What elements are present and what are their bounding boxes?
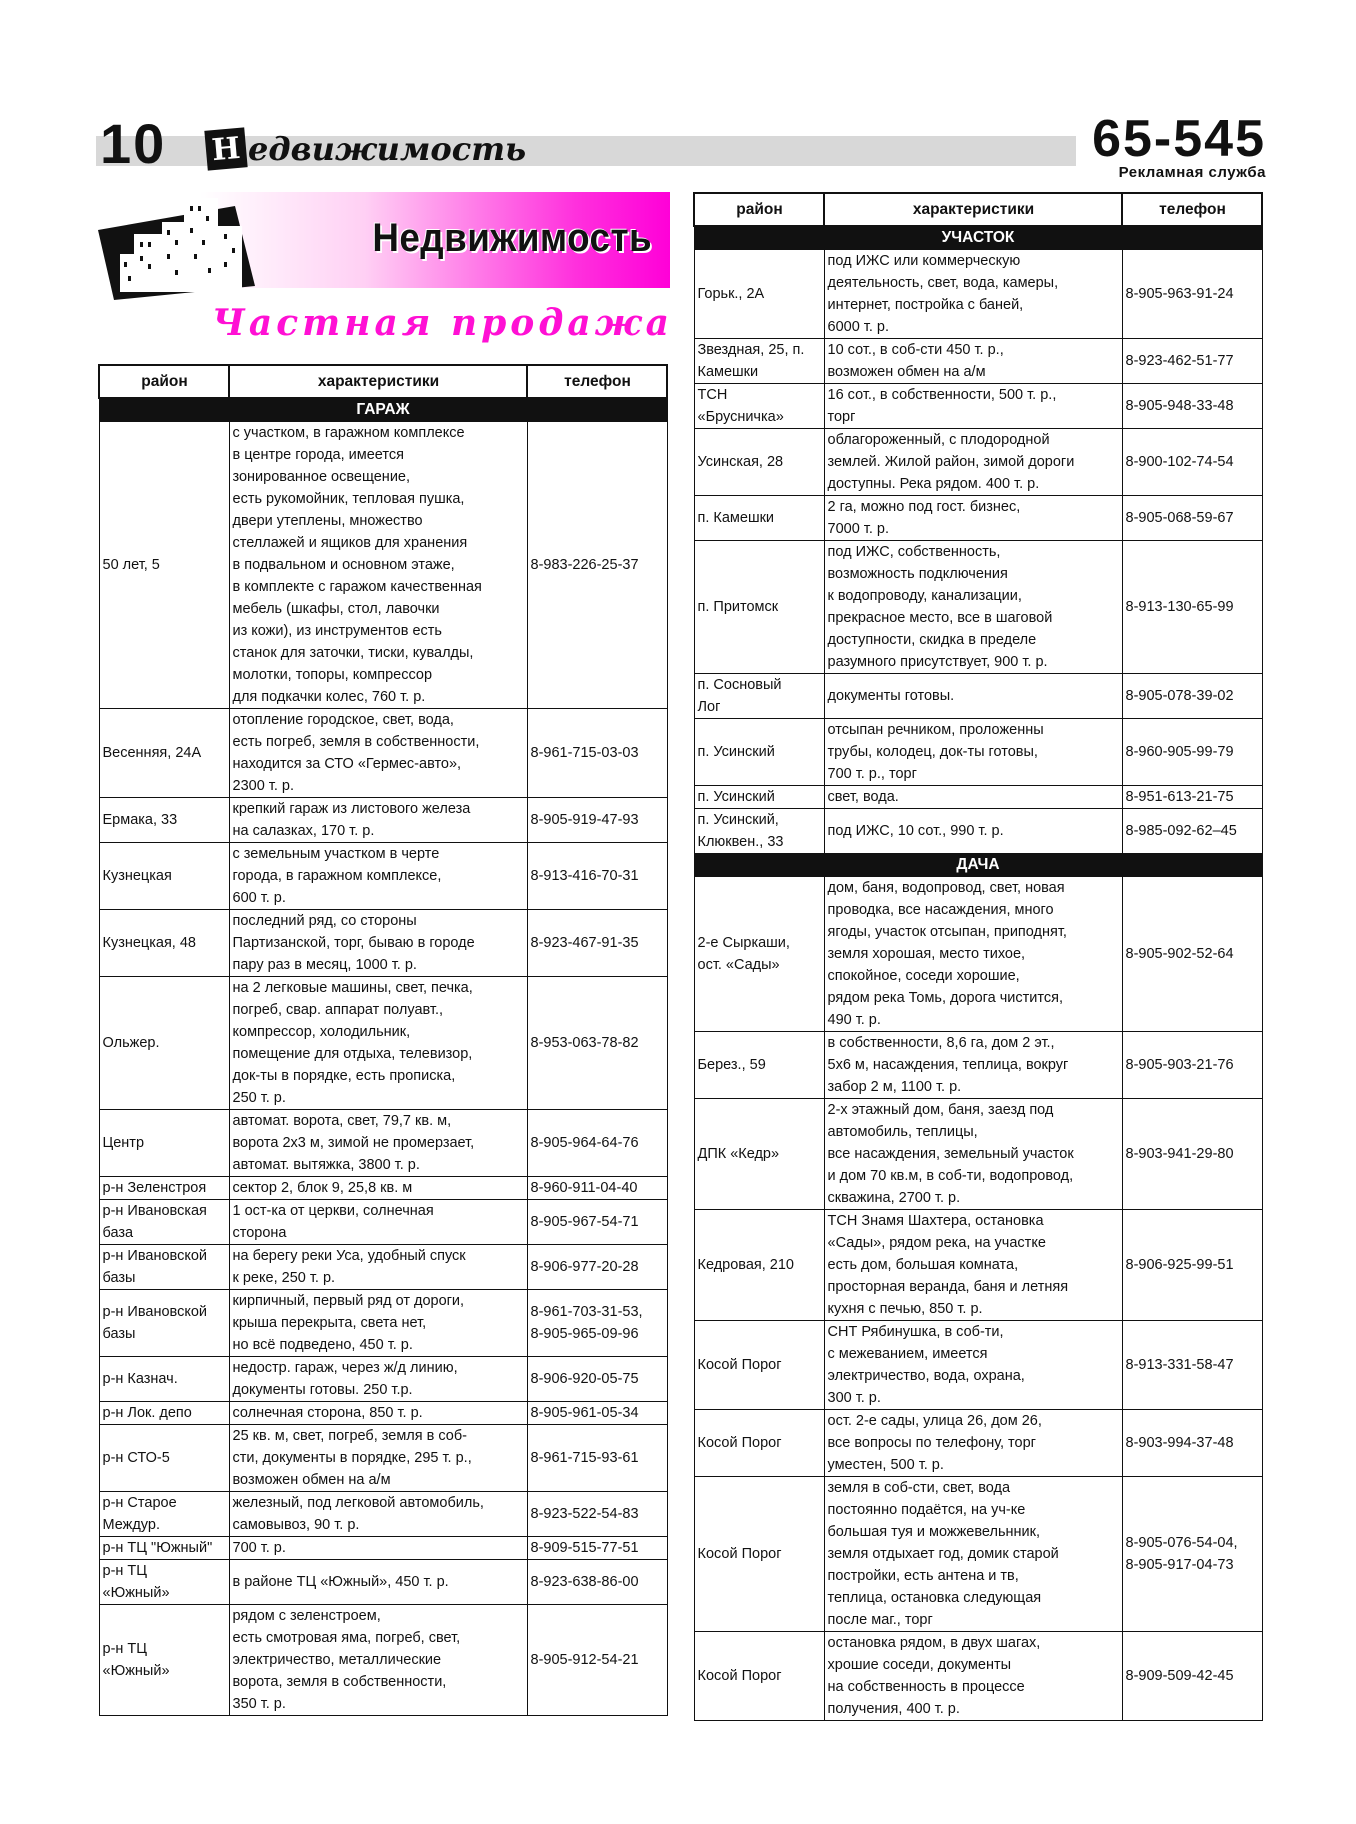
features-cell: 25 кв. м, свет, погреб, земля в соб- сти, документы в порядке, 295 т. р., возможен обмен на а/м	[229, 1425, 527, 1492]
district-cell: Кузнецкая, 48	[99, 910, 229, 977]
service-phone: 65-545	[1092, 110, 1266, 168]
district-cell: ТСН «Брусничка»	[694, 384, 824, 429]
features-cell: под ИЖС или коммерческую деятельность, свет, вода, камеры, интернет, постройка с баней, 6000 т. р.	[824, 250, 1122, 339]
district-cell: Берез., 59	[694, 1032, 824, 1099]
district-cell: 2-е Сыркаши, ост. «Сады»	[694, 877, 824, 1032]
phone-cell: 8-905-076-54-04, 8-905-917-04-73	[1122, 1477, 1262, 1632]
table-row	[694, 674, 1262, 719]
column-header-district: район	[99, 365, 229, 398]
table-row	[694, 1632, 1262, 1721]
table-row	[694, 877, 1262, 1032]
page-number: 10	[100, 112, 167, 175]
column-header-district: район	[694, 193, 824, 226]
features-cell: сектор 2, блок 9, 25,8 кв. м	[229, 1177, 527, 1200]
district-cell: р-н Ивановской базы	[99, 1290, 229, 1357]
features-cell: автомат. ворота, свет, 79,7 кв. м, ворота 2х3 м, зимой не промерзает, автомат. вытяжка, 3800 т. р.	[229, 1110, 527, 1177]
table-row	[99, 1110, 667, 1177]
features-cell: свет, вода.	[824, 786, 1122, 809]
table-header-row	[694, 193, 1262, 226]
phone-cell: 8-923-638-86-00	[527, 1560, 667, 1605]
phone-cell: 8-903-994-37-48	[1122, 1410, 1262, 1477]
district-cell: Центр	[99, 1110, 229, 1177]
district-cell: п. Усинский	[694, 786, 824, 809]
phone-cell: 8-905-919-47-93	[527, 798, 667, 843]
district-cell: п. Камешки	[694, 496, 824, 541]
table-row	[694, 1321, 1262, 1410]
district-cell: р-н ТЦ «Южный»	[99, 1605, 229, 1716]
garage-listings-table	[98, 364, 668, 1716]
district-cell: р-н Старое Междур.	[99, 1492, 229, 1537]
features-cell: с земельным участком в черте города, в гаражном комплексе, 600 т. р.	[229, 843, 527, 910]
features-cell: ост. 2-е сады, улица 26, дом 26, все вопросы по телефону, торг уместен, 500 т. р.	[824, 1410, 1122, 1477]
table-row	[99, 709, 667, 798]
table-row	[694, 1477, 1262, 1632]
table-row	[99, 1357, 667, 1402]
table-row	[99, 1200, 667, 1245]
features-cell: на берегу реки Уса, удобный спуск к реке, 250 т. р.	[229, 1245, 527, 1290]
features-cell: дом, баня, водопровод, свет, новая проводка, все насаждения, много ягоды, участок отсыпан, приподнят, земля хорошая, место тихое, спокойное, соседи хорошие, рядом река Томь, дорога чистится, 490 т. р.	[824, 877, 1122, 1032]
phone-cell: 8-906-925-99-51	[1122, 1210, 1262, 1321]
table-row	[694, 809, 1262, 854]
section-title: УЧАСТОК	[694, 226, 1262, 250]
section-title: едвижимость	[248, 130, 527, 168]
phone-cell: 8-905-967-54-71	[527, 1200, 667, 1245]
district-cell: Ермака, 33	[99, 798, 229, 843]
features-cell: 700 т. р.	[229, 1537, 527, 1560]
features-cell: в собственности, 8,6 га, дом 2 эт., 5х6 м, насаждения, теплица, вокруг забор 2 м, 1100 т. р.	[824, 1032, 1122, 1099]
table-body	[99, 398, 667, 1716]
phone-cell: 8-905-912-54-21	[527, 1605, 667, 1716]
phone-cell: 8-961-703-31-53, 8-905-965-09-96	[527, 1290, 667, 1357]
district-cell: Кузнецкая	[99, 843, 229, 910]
table-row	[99, 1560, 667, 1605]
features-cell: крепкий гараж из листового железа на салазках, 170 т. р.	[229, 798, 527, 843]
district-cell: Кедровая, 210	[694, 1210, 824, 1321]
table-row	[99, 1492, 667, 1537]
phone-cell: 8-951-613-21-75	[1122, 786, 1262, 809]
section-title: ДАЧА	[694, 854, 1262, 877]
land-and-dacha-listings-table	[693, 192, 1263, 1721]
phone-cell: 8-913-416-70-31	[527, 843, 667, 910]
phone-cell: 8-961-715-93-61	[527, 1425, 667, 1492]
table-header-row	[99, 365, 667, 398]
section-header	[206, 126, 526, 172]
phone-cell: 8-913-331-58-47	[1122, 1321, 1262, 1410]
table-row	[99, 798, 667, 843]
phone-cell: 8-953-063-78-82	[527, 977, 667, 1110]
phone-cell: 8-913-130-65-99	[1122, 541, 1262, 674]
table-row	[694, 250, 1262, 339]
features-cell: рядом с зеленстроем, есть смотровая яма, погреб, свет, электричество, металлические ворота, земля в собственности, 350 т. р.	[229, 1605, 527, 1716]
features-cell: кирпичный, первый ряд от дороги, крыша перекрыта, света нет, но всё подведено, 450 т. р.	[229, 1290, 527, 1357]
district-cell: Ольжер.	[99, 977, 229, 1110]
column-header-features: характеристики	[229, 365, 527, 398]
phone-cell: 8-985-092-62–45	[1122, 809, 1262, 854]
page-subtitle: Частная продажа	[212, 302, 674, 344]
features-cell: отопление городское, свет, вода, есть погреб, земля в собственности, находится за СТО «Гермес-авто», 2300 т. р.	[229, 709, 527, 798]
district-cell: ДПК «Кедр»	[694, 1099, 824, 1210]
district-cell: Весенняя, 24А	[99, 709, 229, 798]
phone-cell: 8-909-509-42-45	[1122, 1632, 1262, 1721]
phone-cell: 8-960-911-04-40	[527, 1177, 667, 1200]
features-cell: солнечная сторона, 850 т. р.	[229, 1402, 527, 1425]
features-cell: СНТ Рябинушка, в соб-ти, с межеванием, имеется электричество, вода, охрана, 300 т. р.	[824, 1321, 1122, 1410]
district-cell: Косой Порог	[694, 1632, 824, 1721]
features-cell: недостр. гараж, через ж/д линию, документы готовы. 250 т.р.	[229, 1357, 527, 1402]
table-row	[99, 977, 667, 1110]
district-cell: Косой Порог	[694, 1477, 824, 1632]
district-cell: п. Сосновый Лог	[694, 674, 824, 719]
table-row	[99, 1605, 667, 1716]
phone-cell: 8-923-462-51-77	[1122, 339, 1262, 384]
phone-cell: 8-906-920-05-75	[527, 1357, 667, 1402]
section-row	[99, 398, 667, 422]
phone-cell: 8-961-715-03-03	[527, 709, 667, 798]
section-row	[694, 854, 1262, 877]
section-title: ГАРАЖ	[99, 398, 667, 422]
table-row	[694, 429, 1262, 496]
phone-cell: 8-960-905-99-79	[1122, 719, 1262, 786]
phone-cell: 8-905-948-33-48	[1122, 384, 1262, 429]
phone-cell: 8-905-903-21-76	[1122, 1032, 1262, 1099]
column-header-features: характеристики	[824, 193, 1122, 226]
table-row	[694, 1410, 1262, 1477]
table-row	[99, 1290, 667, 1357]
phone-cell: 8-905-078-39-02	[1122, 674, 1262, 719]
district-cell: р-н Казнач.	[99, 1357, 229, 1402]
district-cell: р-н ТЦ «Южный»	[99, 1560, 229, 1605]
table-row	[694, 786, 1262, 809]
features-cell: на 2 легковые машины, свет, печка, погреб, свар. аппарат полуавт., компрессор, холодильник, помещение для отдыха, телевизор, док-ты в порядке, есть прописка, 250 т. р.	[229, 977, 527, 1110]
table-row	[99, 1177, 667, 1200]
table-row	[99, 843, 667, 910]
features-cell: железный, под легковой автомобиль, самовывоз, 90 т. р.	[229, 1492, 527, 1537]
category-banner	[90, 192, 670, 302]
table-row	[99, 910, 667, 977]
district-cell: Звездная, 25, п. Камешки	[694, 339, 824, 384]
district-cell: р-н Лок. депо	[99, 1402, 229, 1425]
features-cell: в районе ТЦ «Южный», 450 т. р.	[229, 1560, 527, 1605]
district-cell: р-н ТЦ "Южный"	[99, 1537, 229, 1560]
phone-cell: 8-905-902-52-64	[1122, 877, 1262, 1032]
features-cell: 2 га, можно под гост. бизнес, 7000 т. р.	[824, 496, 1122, 541]
column-header-phone: телефон	[1122, 193, 1262, 226]
features-cell: ТСН Знамя Шахтера, остановка «Сады», рядом река, на участке есть дом, большая комната, просторная веранда, баня и летняя кухня с печью, 850 т. р.	[824, 1210, 1122, 1321]
features-cell: последний ряд, со стороны Партизанской, торг, бываю в городе пару раз в месяц, 1000 т. р.	[229, 910, 527, 977]
phone-cell: 8-923-522-54-83	[527, 1492, 667, 1537]
banner-title: Недвижимость	[372, 216, 652, 260]
section-initial: Н	[204, 127, 247, 170]
table-row	[694, 719, 1262, 786]
features-cell: 1 ост-ка от церкви, солнечная сторона	[229, 1200, 527, 1245]
district-cell: Горьк., 2А	[694, 250, 824, 339]
table-row	[694, 541, 1262, 674]
table-row	[99, 1402, 667, 1425]
district-cell: 50 лет, 5	[99, 422, 229, 709]
table-row	[99, 1537, 667, 1560]
buildings-icon	[90, 192, 270, 302]
table-row	[694, 1099, 1262, 1210]
district-cell: р-н Ивановская база	[99, 1200, 229, 1245]
district-cell: Косой Порог	[694, 1410, 824, 1477]
district-cell: п. Усинский	[694, 719, 824, 786]
section-row	[694, 226, 1262, 250]
phone-cell: 8-903-941-29-80	[1122, 1099, 1262, 1210]
table-row	[694, 339, 1262, 384]
district-cell: р-н Зеленстроя	[99, 1177, 229, 1200]
features-cell: под ИЖС, 10 сот., 990 т. р.	[824, 809, 1122, 854]
district-cell: п. Усинский, Клюквен., 33	[694, 809, 824, 854]
district-cell: Усинская, 28	[694, 429, 824, 496]
features-cell: остановка рядом, в двух шагах, хрошие соседи, документы на собственность в процессе получения, 400 т. р.	[824, 1632, 1122, 1721]
table-row	[99, 1245, 667, 1290]
phone-cell: 8-905-964-64-76	[527, 1110, 667, 1177]
table-row	[99, 1425, 667, 1492]
features-cell: с участком, в гаражном комплексе в центре города, имеется зонированное освещение, есть рукомойник, тепловая пушка, двери утеплены, множество стеллажей и ящиков для хранения в подвальном и основном этаже, в комплекте с гаражом качественная мебель (шкафы, стол, лавочки из кожи), из инструментов есть станок для заточки, тиски, кувалды, молотки, топоры, компрессор для подкачки колес, 760 т. р.	[229, 422, 527, 709]
phone-cell: 8-909-515-77-51	[527, 1537, 667, 1560]
table-row	[694, 1032, 1262, 1099]
district-cell: п. Притомск	[694, 541, 824, 674]
table-row	[694, 384, 1262, 429]
phone-cell: 8-905-961-05-34	[527, 1402, 667, 1425]
service-label: Рекламная служба	[1118, 164, 1266, 181]
phone-cell: 8-983-226-25-37	[527, 422, 667, 709]
phone-cell: 8-900-102-74-54	[1122, 429, 1262, 496]
features-cell: под ИЖС, собственность, возможность подключения к водопроводу, канализации, прекрасное место, все в шаговой доступности, скидка в пределе разумного присутствует, 900 т. р.	[824, 541, 1122, 674]
district-cell: р-н СТО-5	[99, 1425, 229, 1492]
phone-cell: 8-905-963-91-24	[1122, 250, 1262, 339]
features-cell: облагороженный, с плодородной землей. Жилой район, зимой дороги доступны. Река рядом. 400 т. р.	[824, 429, 1122, 496]
phone-cell: 8-905-068-59-67	[1122, 496, 1262, 541]
features-cell: земля в соб-сти, свет, вода постоянно подаётся, на уч-ке большая туя и можжевельнник, земля отдыхает год, домик старой постройки, есть антена и тв, теплица, остановка следующая после маг., торг	[824, 1477, 1122, 1632]
district-cell: Косой Порог	[694, 1321, 824, 1410]
phone-cell: 8-906-977-20-28	[527, 1245, 667, 1290]
features-cell: 10 сот., в соб-сти 450 т. р., возможен обмен на а/м	[824, 339, 1122, 384]
features-cell: документы готовы.	[824, 674, 1122, 719]
district-cell: р-н Ивановской базы	[99, 1245, 229, 1290]
features-cell: 16 сот., в собственности, 500 т. р., торг	[824, 384, 1122, 429]
features-cell: 2-х этажный дом, баня, заезд под автомобиль, теплицы, все насаждения, земельный участок и дом 70 кв.м, в соб-ти, водопровод, скважина, 2700 т. р.	[824, 1099, 1122, 1210]
phone-cell: 8-923-467-91-35	[527, 910, 667, 977]
column-header-phone: телефон	[527, 365, 667, 398]
table-row	[99, 422, 667, 709]
features-cell: отсыпан речником, проложенны трубы, колодец, док-ты готовы, 700 т. р., торг	[824, 719, 1122, 786]
table-row	[694, 496, 1262, 541]
table-body	[694, 226, 1262, 1721]
table-row	[694, 1210, 1262, 1321]
